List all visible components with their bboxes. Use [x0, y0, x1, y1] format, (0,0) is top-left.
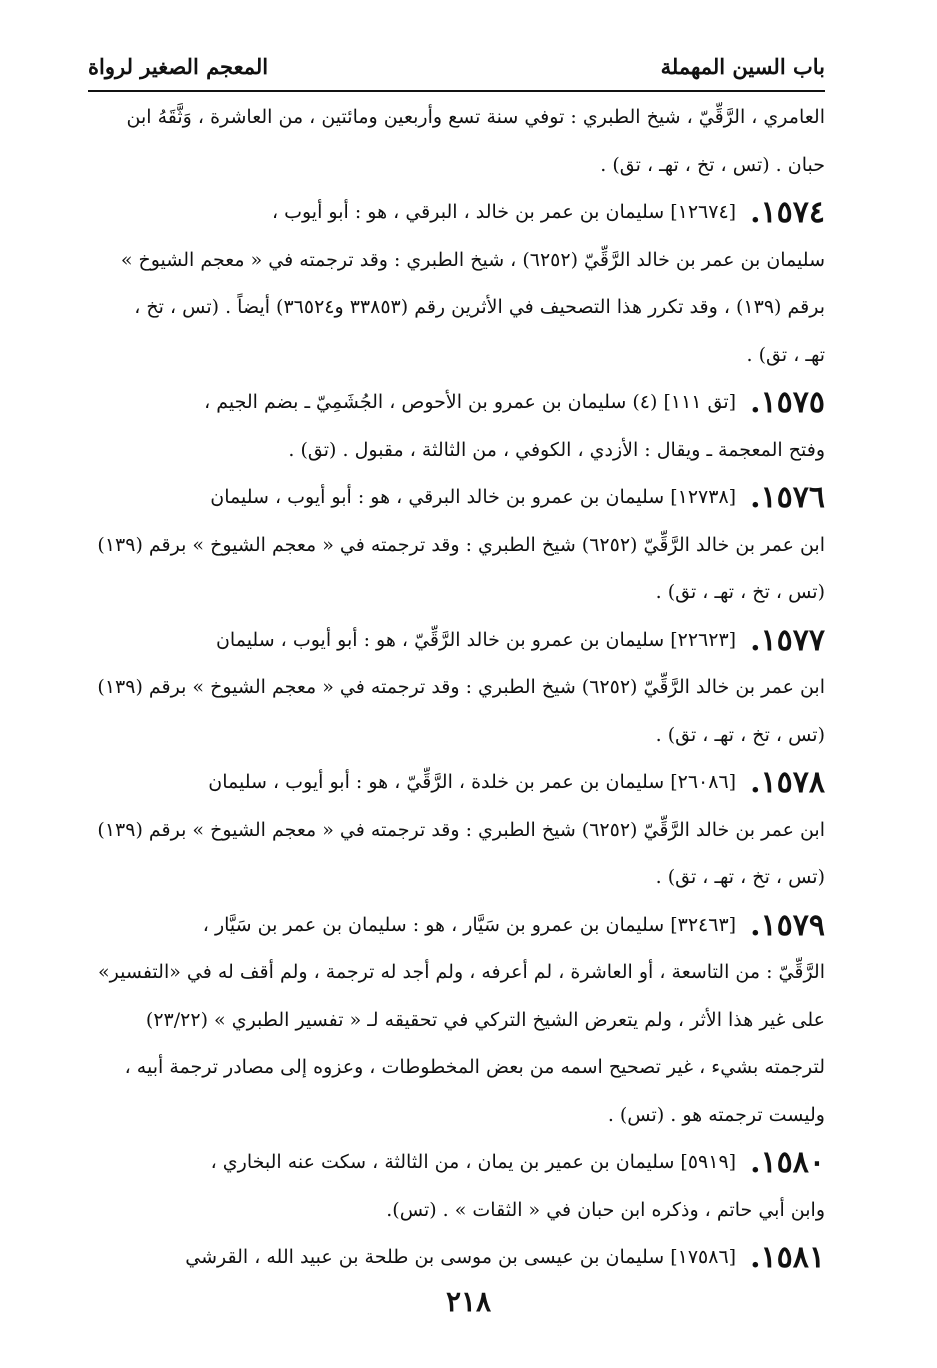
text-line: تهـ ، تق) .: [746, 343, 825, 366]
entry-1575: [88, 379, 825, 474]
text-line: ابن عمر بن خالد الرَّقِّيّ (٦٢٥٢) شيخ الطبري : وقد ترجمته في « معجم الشيوخ » برقم (١٣٩): [97, 676, 825, 698]
entry-number: ١٥٧٦.: [750, 480, 825, 515]
text-line: الرَّقِّيّ : من التاسعة ، أو العاشرة ، لم أعرفه ، ولم أجد له ترجمة ، ولم أقف له في «التفسير»: [98, 961, 825, 983]
page-number: ٢١٨: [445, 1285, 492, 1318]
entry-1577: [88, 617, 825, 760]
entry-number: ١٥٧٤.: [750, 195, 825, 230]
text-line: لترجمته بشيء ، غير تصحيح اسمه من بعض المخطوطات ، وعزوه إلى مصادر ترجمة أبيه ،: [124, 1056, 825, 1078]
text-line: وابن أبي حاتم ، وذكره ابن حبان في « الثقات » . (تس).: [386, 1198, 825, 1221]
text-line: (تس ، تخ ، تهـ ، تق) .: [655, 723, 825, 746]
entry-heading-text: [١٢٧٣٨] سليمان بن عمرو بن خالد البرقي ، هو : أبو أيوب ، سليمان: [210, 486, 737, 508]
entry-heading-text: [١٧٥٨٦] سليمان بن عيسى بن موسى بن طلحة بن عبيد الله ، القرشي: [185, 1246, 737, 1268]
entry-heading-text: [تق ١١١] (٤) سليمان بن عمرو بن الأحوص ، الجُشَمِيّ ـ بضم الجيم ،: [204, 391, 737, 413]
entry-number: ١٥٨٠.: [750, 1145, 825, 1180]
entry-heading-text: [١٢٦٧٤] سليمان بن عمر بن خالد ، البرقي ، هو : أبو أيوب ،: [271, 201, 737, 223]
entry-number: ١٥٧٩.: [750, 907, 825, 943]
entry-1580: [88, 1139, 825, 1234]
entry-number: ١٥٧٧.: [750, 622, 825, 658]
running-header: [88, 42, 825, 92]
entry-number: ١٥٨١.: [750, 1240, 825, 1275]
text-line: سليمان بن عمر بن خالد الرَّقِّيّ (٦٢٥٢) ، شيخ الطبري : وقد ترجمته في « معجم الشيوخ »: [120, 248, 825, 271]
entry-heading-text: [٢٢٦٢٣] سليمان بن عمرو بن خالد الرَّقِّيّ ، هو : أبو أيوب ، سليمان: [215, 628, 737, 651]
text-line: على غير هذا الأثر ، ولم يتعرض الشيخ التركي في تحقيقه لـ « تفسير الطبري » (٢٣/٢٢): [145, 1008, 825, 1031]
page-body: [88, 94, 825, 1282]
entry-heading-text: [٣٢٤٦٣] سليمان بن عمرو بن سَيَّار ، هو : سليمان بن عمر بن سَيَّار ،: [202, 913, 737, 936]
entry-heading-text: [٢٦٠٨٦] سليمان بن عمر بن خلدة ، الرَّقِّيّ ، هو : أبو أيوب ، سليمان: [208, 771, 737, 793]
entry-number: ١٥٧٨.: [750, 765, 825, 800]
text-line: وليست ترجمته هو . (تس) .: [607, 1103, 825, 1126]
entry-continued: [88, 94, 825, 189]
text-line: ابن عمر بن خالد الرَّقِّيّ (٦٢٥٢) شيخ الطبري : وقد ترجمته في « معجم الشيوخ » برقم (١٣٩): [97, 818, 825, 841]
chapter-title: باب السين المهملة: [660, 53, 825, 79]
entry-number: ١٥٧٥.: [750, 385, 825, 420]
text-line: ابن عمر بن خالد الرَّقِّيّ (٦٢٥٢) شيخ الطبري : وقد ترجمته في « معجم الشيوخ » برقم (١٣٩): [97, 533, 825, 556]
text-line: (تس ، تخ ، تهـ ، تق) .: [655, 866, 825, 888]
entry-1574: [88, 189, 825, 379]
entry-1578: [88, 759, 825, 902]
book-title: المعجم الصغير لرواة: [88, 53, 269, 79]
text-line: العامري ، الرَّقِّيّ ، شيخ الطبري : توفي سنة تسع وأربعين ومائتين ، من العاشرة ، وَثَّقَهُ ابن: [126, 106, 825, 128]
text-line: (تس ، تخ ، تهـ ، تق) .: [655, 581, 825, 603]
text-line: حبان . (تس ، تخ ، تهـ ، تق) .: [600, 153, 825, 176]
text-line: وفتح المعجمة ـ ويقال : الأزدي ، الكوفي ، من الثالثة ، مقبول . (تق) .: [288, 438, 825, 461]
text-line: برقم (١٣٩) ، وقد تكرر هذا التصحيف في الأثرين رقم (٣٣٨٥٣ و٣٦٥٢٤) أيضاً . (تس ، تخ ،: [134, 296, 825, 318]
entry-1579: [88, 902, 825, 1140]
entry-1576: [88, 474, 825, 617]
entry-1581: [88, 1234, 825, 1282]
entry-heading-text: [٥٩١٩] سليمان بن عمير بن يمان ، من الثالثة ، سكت عنه البخاري ،: [210, 1151, 737, 1173]
